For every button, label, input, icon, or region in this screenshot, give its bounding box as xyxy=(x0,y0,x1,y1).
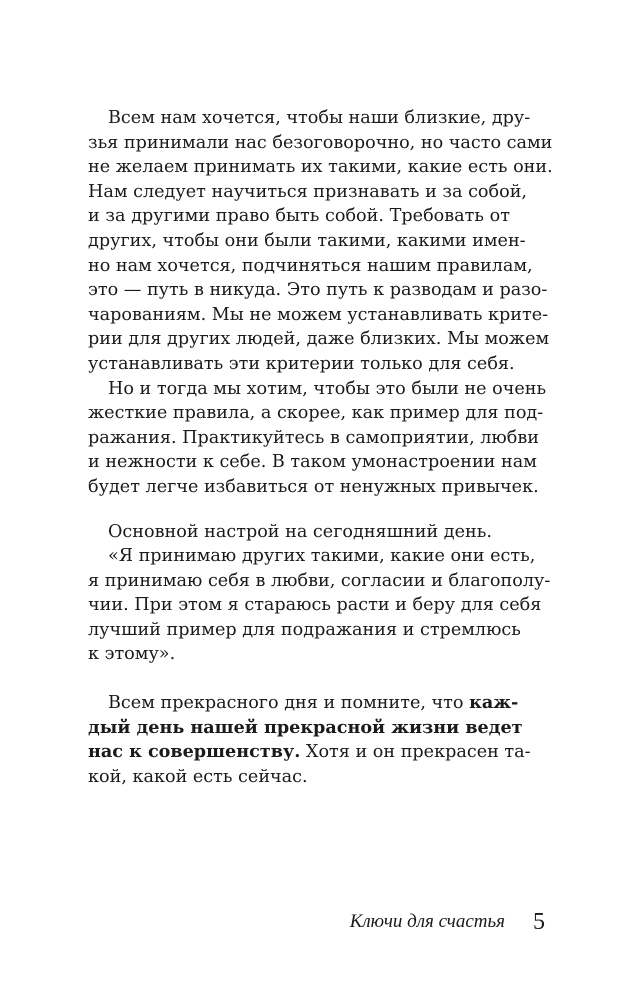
paragraph-line: жесткие правила, а скорее, как пример для под- xyxy=(88,403,544,424)
paragraph-line: Всем нам хочется, чтобы наши близкие, дру- xyxy=(108,108,531,128)
paragraph-line: я принимаю себя в любви, согласии и благополу- xyxy=(88,570,551,591)
bold-emphasis: каж- xyxy=(469,692,519,714)
paragraph-line: и нежности к себе. В таком умонастроении нам xyxy=(88,452,537,473)
paragraph-line: чии. При этом я стараюсь расти и беру для себя xyxy=(88,595,542,616)
paragraph-spacer xyxy=(88,500,510,520)
paragraph-line: чарованиям. Мы не можем устанавливать крите- xyxy=(88,304,549,325)
page-body-text xyxy=(88,106,553,789)
paragraph-line: рии для других людей, даже близких. Мы можем xyxy=(88,329,550,350)
paragraph-line: будет легче избавиться от ненужных привычек. xyxy=(88,476,539,497)
paragraph-line: ражания. Практикуйтесь в самоприятии, любви xyxy=(88,427,539,448)
bold-emphasis: дый день нашей прекрасной жизни ведет xyxy=(88,716,523,738)
paragraph-line: лучший пример для подражания и стремлюсь xyxy=(88,619,521,640)
page-footer xyxy=(0,909,619,939)
bold-emphasis: нас к совершенству. xyxy=(88,741,301,763)
paragraph-line: устанавливать эти критерии только для себя. xyxy=(88,353,515,374)
paragraph-5 xyxy=(88,691,531,789)
paragraph-1 xyxy=(88,106,553,377)
paragraph-line: Нам следует научиться признавать и за собой, xyxy=(88,181,528,202)
running-footer-title: Ключи для счастья xyxy=(349,911,505,932)
paragraph-line: Но и тогда мы хотим, чтобы это были не очень xyxy=(108,378,547,399)
paragraph-line: зья принимали нас безоговорочно, но часто сами xyxy=(88,132,553,153)
paragraph-line: Основной настрой на сегодняшний день. xyxy=(108,521,492,542)
line-text: Хотя и он прекрасен та- xyxy=(300,742,531,763)
paragraph-line: «Я принимаю других такими, какие они есть, xyxy=(108,546,536,567)
paragraph-line xyxy=(88,716,523,741)
paragraph-4-quote xyxy=(88,544,551,667)
paragraph-spacer xyxy=(88,667,510,691)
paragraph-line xyxy=(88,691,519,716)
paragraph-line: других, чтобы они были такими, какими имен- xyxy=(88,230,526,251)
paragraph-3 xyxy=(88,520,510,545)
line-text: Всем прекрасного дня и помните, что xyxy=(108,693,470,714)
paragraph-line: но нам хочется, подчиняться нашим правилам, xyxy=(88,255,533,276)
paragraph-line xyxy=(88,740,531,765)
paragraph-line: к этому». xyxy=(88,644,176,665)
paragraph-line: кой, какой есть сейчас. xyxy=(88,766,308,787)
page-number: 5 xyxy=(533,909,545,935)
paragraph-line: не желаем принимать их такими, какие есть они. xyxy=(88,157,553,178)
paragraph-line: и за другими право быть собой. Требовать от xyxy=(88,206,510,227)
paragraph-line: это — путь в никуда. Это путь к разводам и разо- xyxy=(88,280,548,301)
paragraph-2 xyxy=(88,377,547,500)
